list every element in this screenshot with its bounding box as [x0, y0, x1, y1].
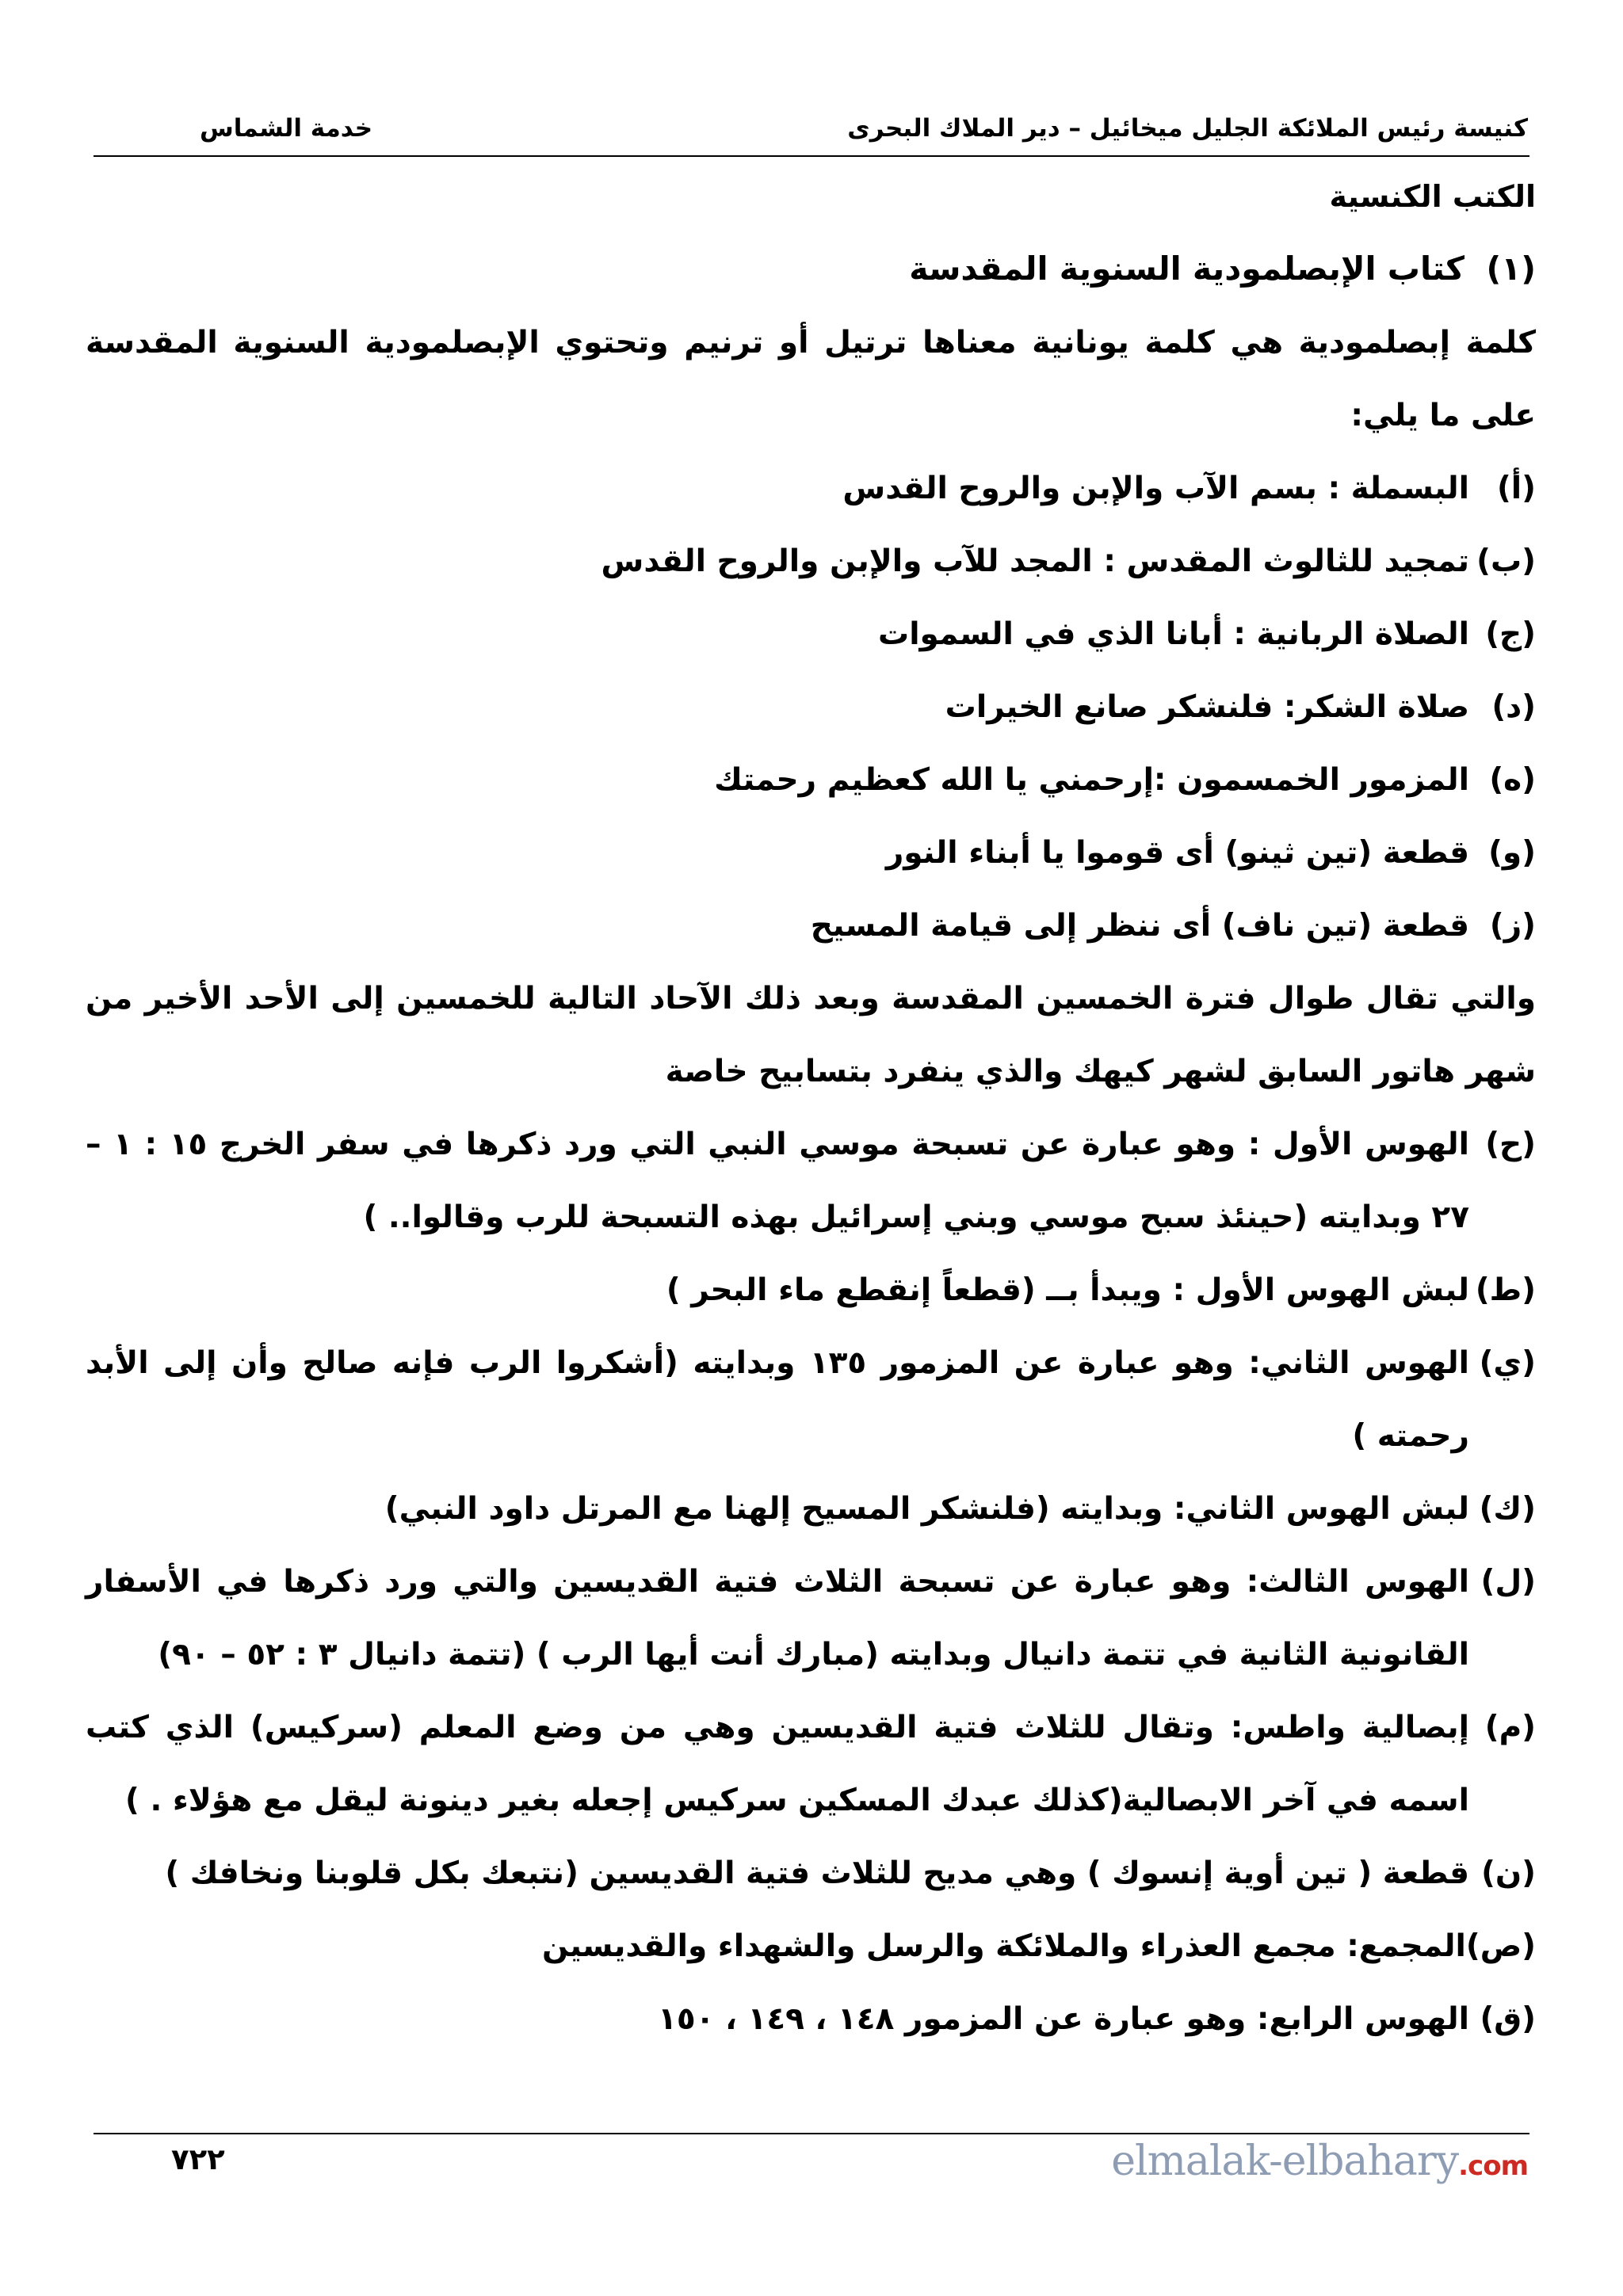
item-text: تمجيد للثالوث المقدس : المجد للآب والإبن والروح القدس [601, 543, 1469, 579]
list-item [86, 1691, 1536, 1837]
site-logo [1111, 2138, 1528, 2185]
item-text: قطعة ( تين أوية إنسوك ) وهي مديح للثلاث فتية القديسين (نتبعك بكل قلوبنا ونخافك ) [165, 1855, 1469, 1891]
list-item [86, 525, 1536, 598]
item-label: (ه) [1489, 762, 1536, 798]
item-text: الهوس الثاني: وهو عبارة عن المزمور ١٣٥ وبدايته (أشكروا الرب فإنه صالح وأن إلى الأبد رحمته ) [86, 1345, 1469, 1454]
items-list-1 [86, 452, 1536, 963]
item-text: قطعة (تين ناف) أى ننظر إلى قيامة المسيح [810, 908, 1469, 944]
list-item [86, 1546, 1536, 1691]
chapter-heading: الكتب الكنسية [1329, 179, 1536, 214]
list-item [86, 1473, 1536, 1546]
item-label: (د) [1491, 689, 1536, 725]
list-item [86, 890, 1536, 963]
list-item [86, 598, 1536, 671]
list-item [86, 1910, 1536, 1983]
list-item [86, 744, 1536, 817]
item-text: الهوس الأول : وهو عبارة عن تسبحة موسي النبي التي ورد ذكرها في سفر الخرج ١٥ : ١ – ٢٧ وبدايته (حينئذ سبح موسي وبني إسرائيل بهذه التسبحة للرب وقالوا.. ) [86, 1127, 1469, 1235]
header-church-title: كنيسة رئيس الملائكة الجليل ميخائيل – دير الملاك البحرى [847, 114, 1528, 143]
list-item [86, 1983, 1536, 2056]
item-label: (ط) [1475, 1272, 1536, 1308]
item-label: (ب) [1476, 543, 1536, 579]
item-text: قطعة (تين ثينو) أى قوموا يا أبناء النور [885, 835, 1469, 871]
item-text: المجمع: مجمع العذراء والملائكة والرسل والشهداء والقديسين [542, 1928, 1466, 1964]
item-text: إبصالية واطس: وتقال للثلاث فتية القديسين وهي من وضع المعلم (سركيس) الذي كتب اسمه في آخر الابصالية(كذلك عبدك المسكين سركيس إجعله بغير دينونة ليقل مع هؤلاء . ) [86, 1710, 1469, 1818]
intro-paragraph: كلمة إبصلمودية هي كلمة يونانية معناها ترتيل أو ترنيم وتحتوي الإبصلمودية السنوية المقدسة على ما يلي: [86, 325, 1536, 433]
item-label: (و) [1488, 835, 1536, 871]
item-label: (ل) [1480, 1564, 1536, 1600]
section-number: (١) [1486, 250, 1536, 288]
item-text: الهوس الرابع: وهو عبارة عن المزمور ١٤٨ ، ١٤٩ ، ١٥٠ [658, 2001, 1469, 2037]
item-label: (ز) [1489, 908, 1536, 944]
item-text: الصلاة الربانية : أبانا الذي في السموات [878, 616, 1469, 652]
section-title [86, 231, 1536, 307]
section-title-text: كتاب الإبصلمودية السنوية المقدسة [909, 250, 1465, 288]
item-label: (ي) [1479, 1345, 1536, 1381]
logo-main-text: elmalak-elbahary [1111, 2138, 1459, 2185]
list-item [86, 1108, 1536, 1254]
item-label: (م) [1484, 1710, 1536, 1745]
item-label: (ص) [1465, 1928, 1536, 1964]
list-item [86, 671, 1536, 744]
footer-rule [94, 2133, 1529, 2134]
middle-paragraph: والتي تقال طوال فترة الخمسين المقدسة وبعد ذلك الآحاد التالية للخمسين إلى الأحد الأخير من شهر هاتور السابق لشهر كيهك والذي ينفرد بتسابيح خاصة [86, 981, 1536, 1089]
item-text: لبش الهوس الأول : ويبدأ بــ (قطعاً إنقطع ماء البحر ) [666, 1272, 1469, 1308]
items-list-2 [86, 1108, 1536, 2056]
page-number: ٧٢٢ [171, 2142, 225, 2176]
item-text: المزمور الخمسمون :إرحمني يا الله كعظيم رحمتك [714, 762, 1469, 798]
logo-suffix-text: .com [1458, 2150, 1528, 2182]
list-item [86, 1254, 1536, 1327]
item-text: صلاة الشكر: فلنشكر صانع الخيرات [945, 689, 1469, 725]
item-label: (ك) [1479, 1491, 1536, 1527]
item-label: (ج) [1485, 616, 1536, 652]
list-item [86, 1837, 1536, 1910]
list-item [86, 817, 1536, 890]
item-label: (أ) [1496, 471, 1536, 506]
list-item [86, 452, 1536, 525]
page-body [86, 162, 1536, 2056]
header-rule [94, 155, 1529, 157]
item-label: (ن) [1481, 1855, 1536, 1891]
item-label: (ح) [1485, 1127, 1536, 1162]
item-text: البسملة : بسم الآب والإبن والروح القدس [842, 471, 1469, 506]
item-text: لبش الهوس الثاني: وبدايته (فلنشكر المسيح إلهنا مع المرتل داود النبي) [384, 1491, 1469, 1527]
item-label: (ق) [1480, 2001, 1536, 2037]
header-section-title: خدمة الشماس [200, 114, 373, 143]
list-item [86, 1327, 1536, 1473]
item-text: الهوس الثالث: وهو عبارة عن تسبحة الثلاث فتية القديسين والتي ورد ذكرها في الأسفار القانونية الثانية في تتمة دانيال وبدايته (مبارك أنت أيها الرب ) (تتمة دانيال ٣ : ٥٢ – ٩٠) [86, 1564, 1469, 1672]
